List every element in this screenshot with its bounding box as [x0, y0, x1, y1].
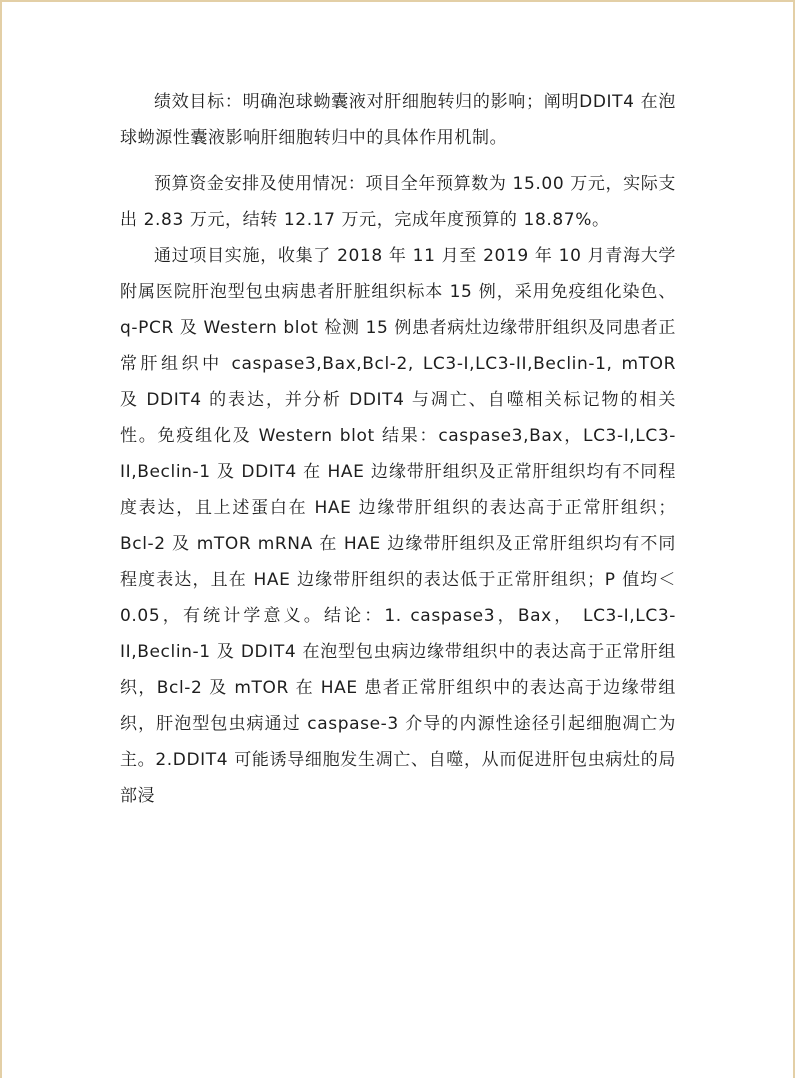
document-body: [120, 84, 676, 814]
paragraph-implementation: 通过项目实施，收集了 2018 年 11 月至 2019 年 10 月青海大学附属医院肝泡型包虫病患者肝脏组织标本 15 例，采用免疫组化染色、q-PCR 及 Western blot 检测 15 例患者病灶边缘带肝组织及同患者正常肝组织中 caspase3,Bax,Bcl-2, LC3-I,LC3-II,Beclin-1, mTOR 及 DDIT4 的表达，并分析 DDIT4 与凋亡、自噬相关标记物的相关性。免疫组化及 Western blot 结果：caspase3,Bax，LC3-I,LC3-II,Beclin-1 及 DDIT4 在 HAE 边缘带肝组织及正常肝组织均有不同程度表达，且上述蛋白在 HAE 边缘带肝组织的表达高于正常肝组织；Bcl-2 及 mTOR mRNA 在 HAE 边缘带肝组织及正常肝组织均有不同程度表达，且在 HAE 边缘带肝组织的表达低于正常肝组织；P 值均＜0.05，有统计学意义。结论：1. caspase3，Bax， LC3-I,LC3-II,Beclin-1 及 DDIT4 在泡型包虫病边缘带组织中的表达高于正常肝组织，Bcl-2 及 mTOR 在 HAE 患者正常肝组织中的表达高于边缘带组织，肝泡型包虫病通过 caspase-3 介导的内源性途径引起细胞凋亡为主。2.DDIT4 可能诱导细胞发生凋亡、自噬，从而促进肝包虫病灶的局部浸: [120, 246, 677, 806]
paragraph-budget: 预算资金安排及使用情况：项目全年预算数为 15.00 万元，实际支出 2.83 万元，结转 12.17 万元，完成年度预算的 18.87%。: [120, 174, 676, 230]
paragraph-performance-goal: 绩效目标：明确泡球蚴囊液对肝细胞转归的影响；阐明DDIT4 在泡球蚴源性囊液影响肝细胞转归中的具体作用机制。: [120, 92, 676, 148]
